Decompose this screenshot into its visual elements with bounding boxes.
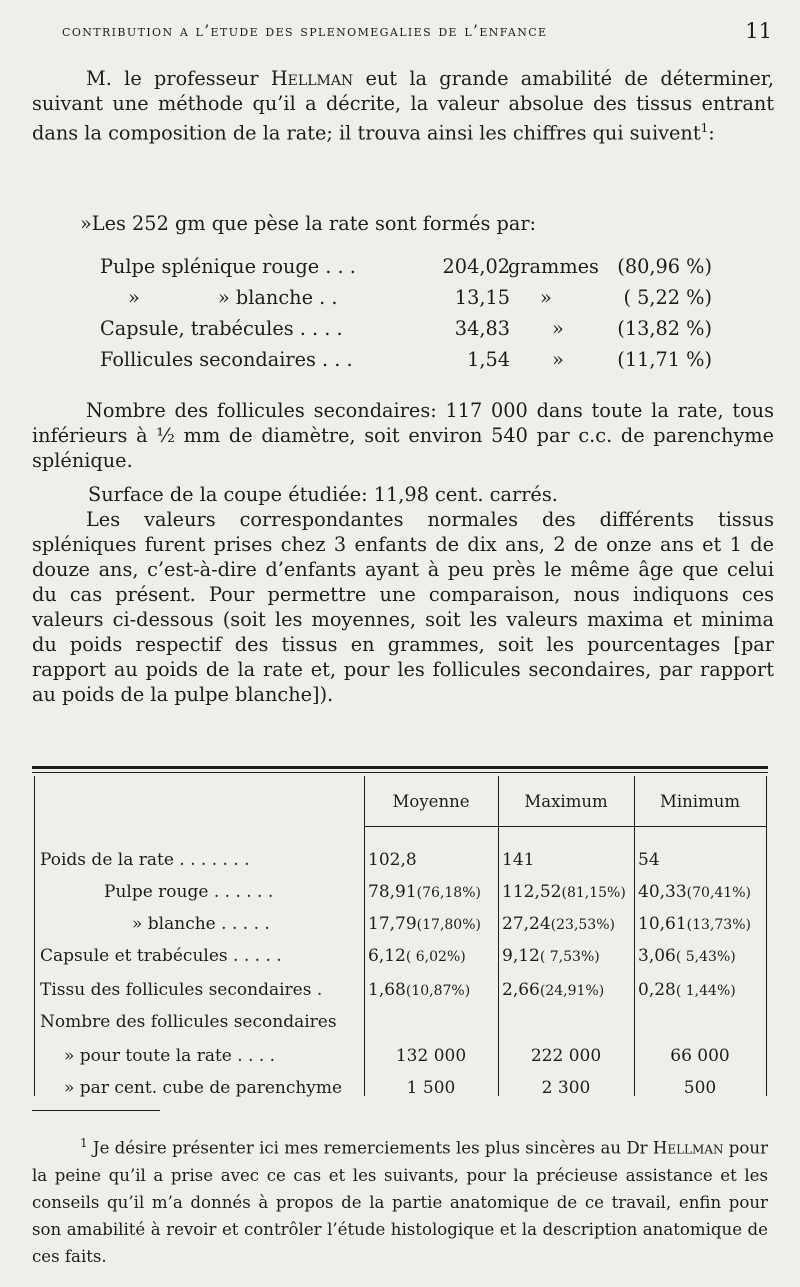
col-header-minimum: Minimum: [660, 792, 740, 811]
table-top-rule-thin: [32, 772, 768, 773]
row-label: » par cent. cube de parenchyme: [64, 1078, 343, 1098]
table-row: [40, 914, 768, 944]
author-name: Hellman: [270, 67, 354, 90]
paragraph-normal-values: Les valeurs correspondantes normales des différents tissus spléniques furent prises chez 3 enfants de dix ans, 2 de onze ans et 1 de douze ans, c’est-à-dire d’enfants ayant à peu près le même âge que celui du cas présent. Pour permettre une comparaison, nous indiquons ces valeurs ci-dessous (soit les moyennes, soit les valeurs maxima et minima du poids respectif des tissus en grammes, soit les pourcentages [par rapport au poids de la rate et, pour les follicules secondaires, par rapport au poids de la pulpe blanche]).: [32, 508, 774, 706]
footnote-ref[interactable]: 1: [700, 121, 709, 135]
table-row: [40, 1012, 768, 1042]
table-row: [40, 1078, 768, 1108]
cell-max: 9,12( 7,53%): [502, 946, 600, 966]
cell-moy: 78,91(76,18%): [368, 882, 481, 902]
table-top-rule: [32, 766, 768, 769]
row-label: Capsule et trabécules . . . . .: [40, 946, 282, 966]
running-header: [62, 19, 772, 43]
cell-min: 0,28( 1,44%): [638, 980, 736, 1000]
cell-min: 40,33(70,41%): [638, 882, 751, 902]
cell-max: 2 300: [541, 1078, 591, 1098]
footnote: $^1$ Je désire présenter ici mes remerciements les plus sincères au Dr Hellman pour la peine qu’il a prise avec ce cas et les suivants, pour la précieuse assistance et les conseils qu’il m’a donnés à propos de la partie anatomique de ce travail, enfin pour son amabilité à revoir et contrôler l’étude histologique et la description anatomique de ces faits.: [32, 1136, 768, 1266]
table-row: [40, 850, 768, 880]
page-number: 11: [745, 19, 772, 43]
row-label: Tissu des follicules secondaires .: [40, 980, 323, 1000]
cell-min: 10,61(13,73%): [638, 914, 751, 934]
table-left-border: [34, 776, 35, 1096]
composition-row: » » blanche . . 13,15 » ( 5,22 %): [128, 286, 712, 309]
paragraph-surface: Surface de la coupe étudiée: 11,98 cent. carrés.: [88, 483, 558, 506]
cell-max: 222 000: [530, 1046, 602, 1066]
cell-max: 141: [502, 850, 535, 870]
composition-intro: »Les 252 gm que pèse la rate sont formés par:: [80, 212, 537, 235]
table-row: [40, 882, 768, 912]
cell-min: 66 000: [670, 1046, 730, 1066]
cell-moy: 1 500: [406, 1078, 456, 1098]
row-label: » pour toute la rate . . . .: [64, 1046, 276, 1066]
composition-list: [100, 255, 720, 379]
cell-min: 3,06( 5,43%): [638, 946, 736, 966]
col-header-maximum: Maximum: [524, 792, 608, 811]
cell-max: 2,66(24,91%): [502, 980, 605, 1000]
cell-max: 27,24(23,53%): [502, 914, 615, 934]
footnote-rule: [32, 1110, 160, 1111]
cell-moy: 132 000: [395, 1046, 467, 1066]
table-header-rule: [364, 826, 766, 827]
cell-moy: 102,8: [368, 850, 417, 870]
cell-min: 54: [638, 850, 660, 870]
row-label: Poids de la rate . . . . . . .: [40, 850, 250, 870]
table-row: [40, 946, 768, 976]
table-row: [40, 1046, 768, 1076]
composition-row: Follicules secondaires . . . 1,54 » (11,71 %): [100, 348, 712, 371]
table-row: [40, 980, 768, 1010]
author-name: Hellman: [652, 1138, 724, 1158]
paragraph-intro: M. le professeur Hellman eut la grande amabilité de déterminer, suivant une méthode qu’il a décrite, la valeur absolue des tissus entrant dans la composition de la rate; il trouva ainsi les chiffres qui suivent$^1$:: [32, 67, 775, 145]
cell-max: 112,52(81,15%): [502, 882, 626, 902]
paragraph-follicles: Nombre des follicules secondaires: 117 000 dans toute la rate, tous inférieurs à ½ mm de diamètre, soit environ 540 par c.c. de parenchyme splénique.: [32, 399, 774, 472]
composition-row: Capsule, trabécules . . . . 34,83 » (13,82 %): [100, 317, 712, 340]
col-header-moyenne: Moyenne: [392, 792, 470, 811]
row-label: Pulpe rouge . . . . . .: [104, 882, 274, 902]
row-label: » blanche . . . . .: [132, 914, 270, 934]
footnote-mark: 1: [80, 1136, 88, 1150]
composition-row: Pulpe splénique rouge . . . 204,02 grammes (80,96 %): [100, 255, 712, 278]
cell-moy: 6,12( 6,02%): [368, 946, 466, 966]
cell-moy: 1,68(10,87%): [368, 980, 471, 1000]
cell-min: 500: [683, 1078, 717, 1098]
cell-moy: 17,79(17,80%): [368, 914, 481, 934]
running-title: contribution a l’etude des splenomegalies de l’enfance: [62, 22, 548, 40]
row-label: Nombre des follicules secondaires: [40, 1012, 337, 1032]
